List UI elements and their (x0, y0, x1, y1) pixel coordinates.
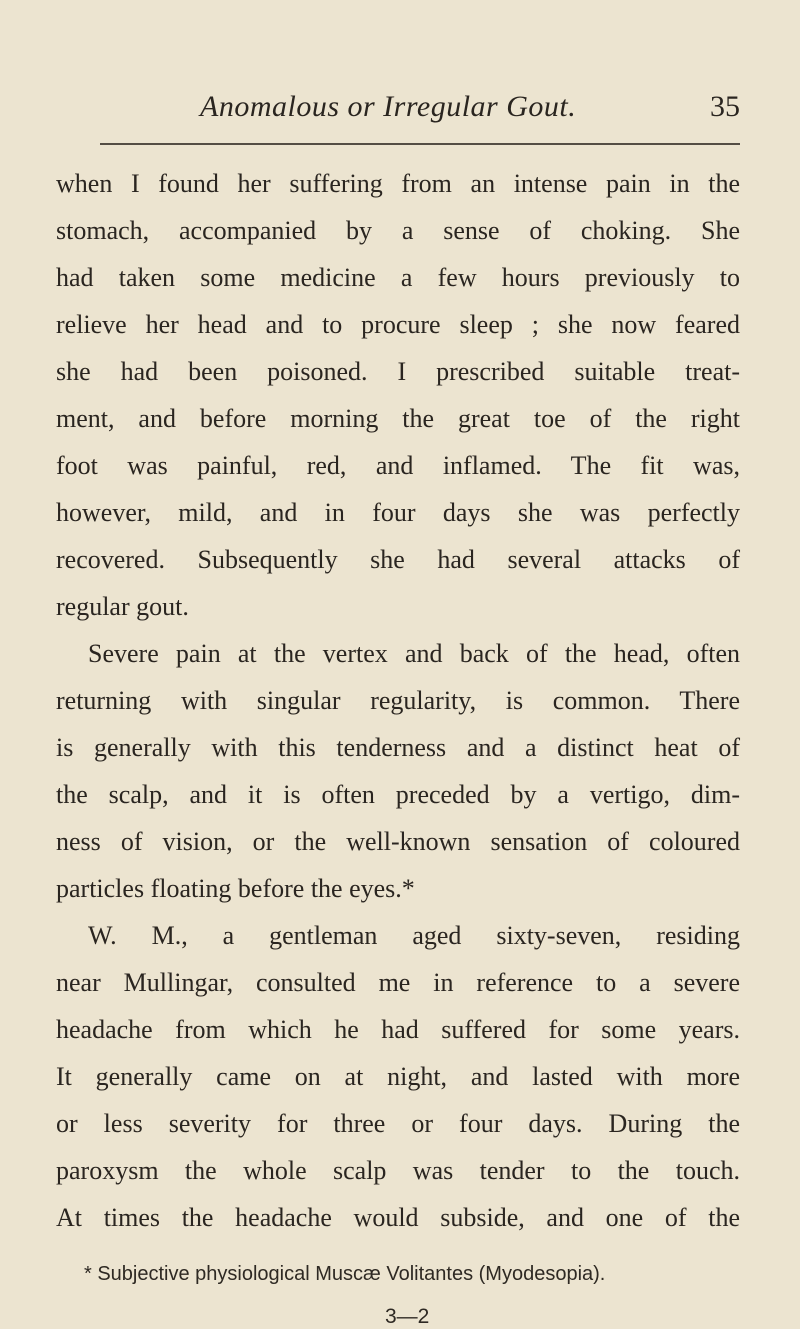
text-line: recovered. Subsequently she had several attacks of (56, 545, 740, 574)
text-line: particles floating before the eyes.* (56, 874, 415, 903)
text-line: the scalp, and it is often preceded by a vertigo, dim- (56, 780, 740, 809)
page-number: 35 (710, 90, 740, 123)
text-line: Severe pain at the vertex and back of the head, often (88, 639, 740, 668)
text-line: she had been poisoned. I prescribed suitable treat- (56, 357, 740, 386)
text-line: regular gout. (56, 592, 189, 621)
page-header (200, 90, 740, 130)
text-line: had taken some medicine a few hours previously to (56, 263, 740, 292)
text-line: stomach, accompanied by a sense of choking. She (56, 216, 740, 245)
body-text (56, 160, 740, 1241)
text-line: At times the headache would subside, and one of the (56, 1203, 740, 1232)
running-head: Anomalous or Irregular Gout. (200, 90, 577, 123)
text-line: however, mild, and in four days she was perfectly (56, 498, 740, 527)
text-line: headache from which he had suffered for some years. (56, 1015, 740, 1044)
text-line: paroxysm the whole scalp was tender to the touch. (56, 1156, 740, 1185)
text-line: ness of vision, or the well-known sensation of coloured (56, 827, 740, 856)
signature-mark: 3—2 (385, 1305, 430, 1328)
header-rule (100, 143, 740, 145)
text-line: It generally came on at night, and lasted with more (56, 1062, 740, 1091)
text-line: is generally with this tenderness and a distinct heat of (56, 733, 740, 762)
text-line: or less severity for three or four days. During the (56, 1109, 740, 1138)
text-line: relieve her head and to procure sleep ; she now feared (56, 310, 740, 339)
footnote: * Subjective physiological Muscæ Volitantes (Myodesopia). (84, 1263, 606, 1285)
text-line: returning with singular regularity, is common. There (56, 686, 740, 715)
text-line: when I found her suffering from an intense pain in the (56, 169, 740, 198)
text-line: W. M., a gentleman aged sixty-seven, residing (88, 921, 740, 950)
text-line: foot was painful, red, and inflamed. The fit was, (56, 451, 740, 480)
text-line: near Mullingar, consulted me in reference to a severe (56, 968, 740, 997)
text-line: ment, and before morning the great toe of the right (56, 404, 740, 433)
